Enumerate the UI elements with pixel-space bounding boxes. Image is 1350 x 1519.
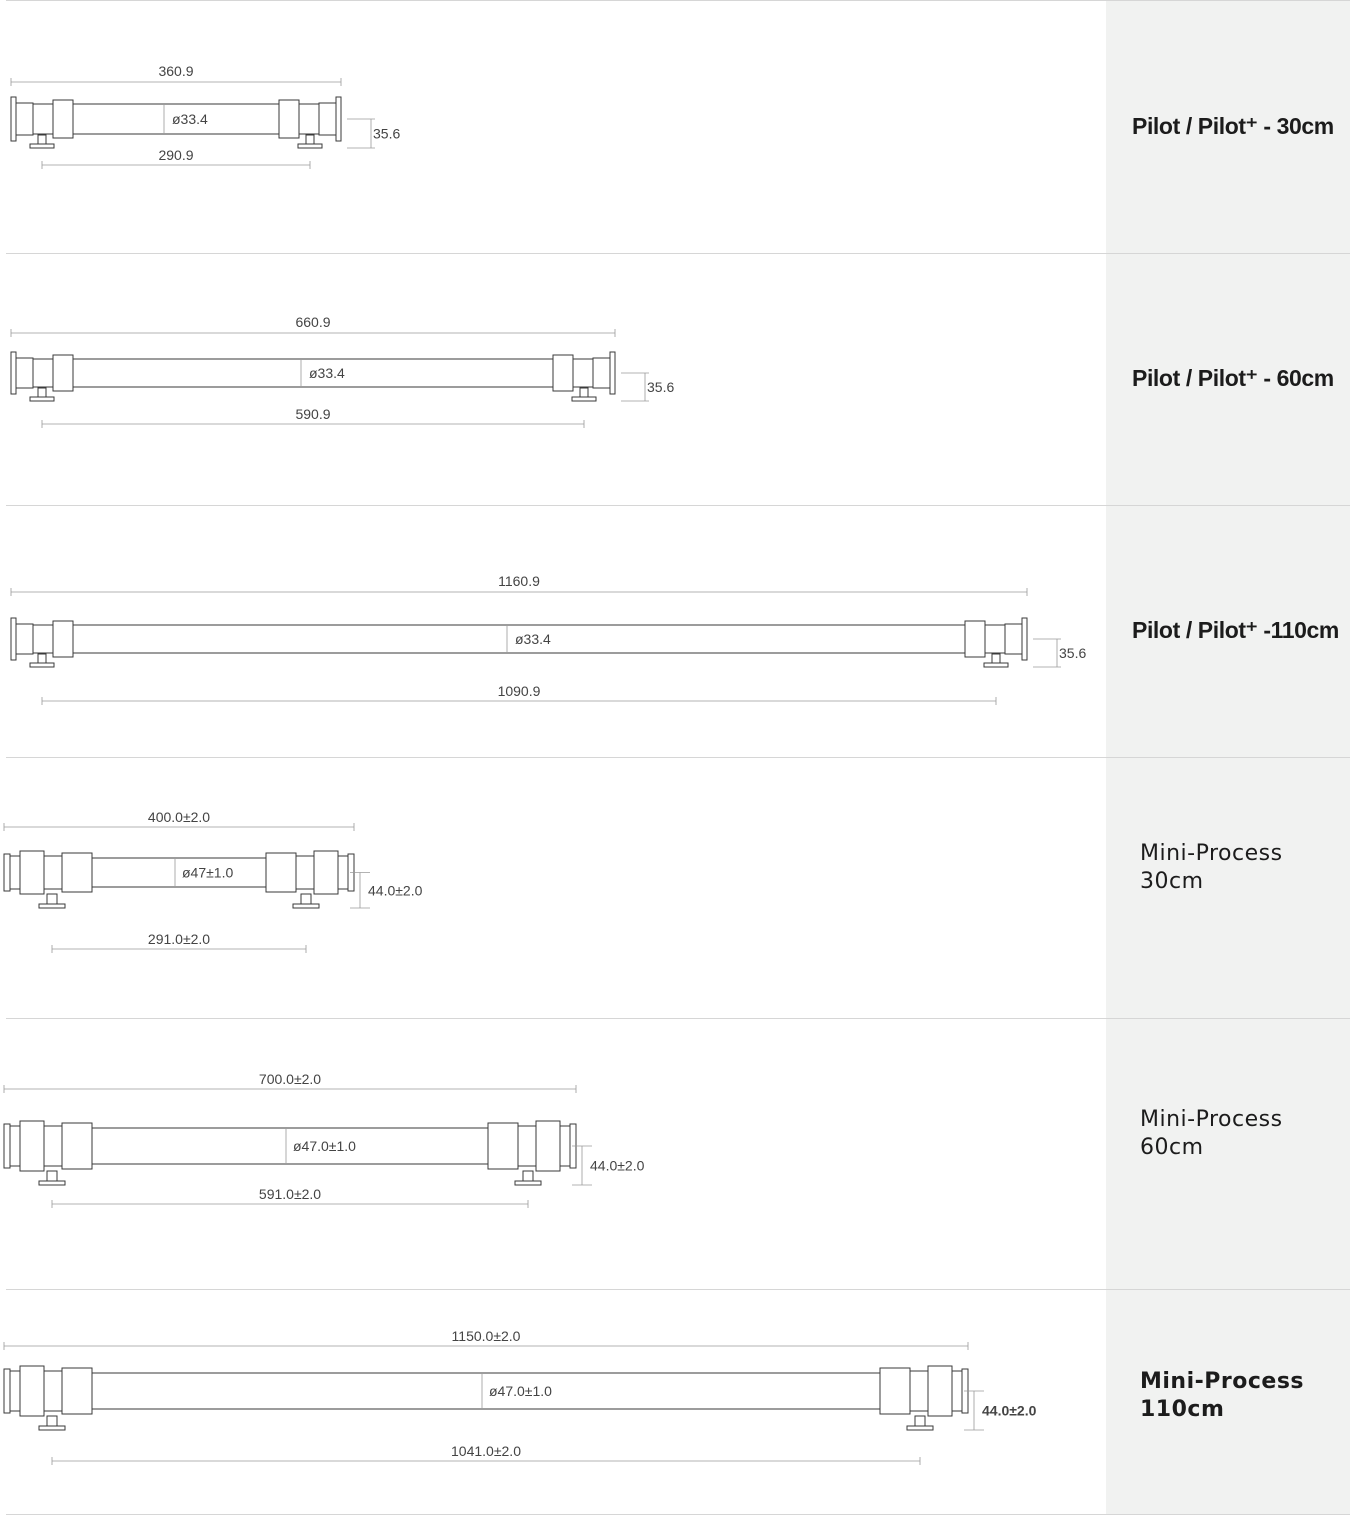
port-stem-left: [38, 388, 46, 397]
fitting-right: [1005, 624, 1022, 654]
height-label: 44.0±2.0: [590, 1157, 645, 1174]
model-name: [1140, 840, 1283, 896]
row-separator: [6, 1018, 1350, 1019]
model-name-line1: Mini-Process: [1140, 841, 1283, 866]
diameter-label: ø33.4: [172, 111, 208, 127]
sleeve-left: [62, 1368, 92, 1414]
height-label: 35.6: [1059, 645, 1087, 661]
fitting-right: [593, 358, 610, 388]
technical-drawing: [0, 254, 1106, 505]
row-separator: [6, 505, 1350, 506]
port-flange-right: [293, 904, 319, 908]
technical-drawing: [0, 506, 1106, 757]
nut-left-outer: [10, 1371, 20, 1411]
nut-right-outer: [338, 856, 348, 889]
sleeve-right: [965, 621, 985, 657]
overall-length-label: 400.0±2.0: [147, 809, 211, 825]
nut-left: [20, 851, 44, 894]
port-flange-right: [572, 397, 596, 401]
port-flange-left: [39, 904, 65, 908]
port-flange-left: [30, 397, 54, 401]
drawing-area: [0, 1019, 1106, 1289]
port-flange-right: [907, 1426, 933, 1430]
port-spacing-label: 291.0±2.0: [147, 931, 211, 947]
port-flange-left: [39, 1426, 65, 1430]
clamp-left: [4, 1369, 10, 1413]
collar-left: [44, 1371, 62, 1411]
sleeve-right: [488, 1123, 518, 1169]
height-label: 44.0±2.0: [982, 1402, 1037, 1419]
model-name: Pilot / Pilot⁺ -110cm: [1132, 617, 1339, 643]
spec-row-mini-30: [0, 758, 1350, 1018]
housing-tube: [92, 1128, 488, 1164]
port-stem-right: [992, 654, 1000, 663]
filter-module-drawing: [4, 1071, 645, 1208]
spec-row-mini-60: [0, 1019, 1350, 1289]
housing-tube: [92, 858, 266, 887]
flange-right: [610, 352, 615, 394]
nut-left: [20, 1366, 44, 1416]
port-stem-right: [580, 388, 588, 397]
port-stem-right: [523, 1171, 533, 1181]
model-label-cell: [1106, 1019, 1350, 1289]
collar-left: [44, 856, 62, 889]
port-stem-left: [47, 894, 57, 904]
model-name-line1: Mini-Process: [1140, 1369, 1305, 1394]
port-spacing-label: 290.9: [158, 147, 194, 163]
model-label-cell: [1106, 758, 1350, 1018]
fitting-right: [319, 103, 336, 135]
filter-module-drawing: [4, 1328, 1037, 1465]
port-flange-left: [30, 144, 54, 148]
model-name-line2: 110cm: [1140, 1397, 1225, 1422]
flange-right: [1022, 618, 1027, 660]
model-name: [1140, 1106, 1283, 1162]
flange-right: [336, 97, 341, 141]
collar-right: [296, 856, 314, 889]
height-label: 35.6: [373, 125, 401, 142]
filter-module-drawing: [4, 809, 423, 953]
port-spacing-label: 1090.9: [497, 683, 541, 699]
model-name: [1140, 1368, 1304, 1424]
port-stem-left: [38, 654, 46, 663]
drawing-area: [0, 254, 1106, 505]
port-flange-left: [39, 1181, 65, 1185]
overall-length-label: 360.9: [158, 63, 194, 79]
flange-left: [11, 618, 16, 660]
housing-tube: [92, 1373, 880, 1409]
flange-left: [11, 352, 16, 394]
nut-right: [928, 1366, 952, 1416]
filter-module-drawing: [11, 314, 674, 428]
sleeve-left: [62, 1123, 92, 1169]
sleeve-left: [53, 621, 73, 657]
diameter-label: ø33.4: [309, 365, 345, 381]
drawing-area: [0, 506, 1106, 757]
nut-left: [20, 1121, 44, 1171]
sleeve-right: [279, 100, 299, 138]
clamp-left: [4, 1124, 10, 1168]
collar-left: [44, 1126, 62, 1166]
sleeve-right: [553, 355, 573, 391]
model-name: Pilot / Pilot⁺ - 30cm: [1132, 113, 1334, 139]
filter-module-drawing: [11, 63, 400, 169]
port-flange-right: [515, 1181, 541, 1185]
port-spacing-label: 590.9: [295, 406, 331, 422]
model-name-line2: 30cm: [1140, 869, 1204, 894]
technical-drawing: [0, 0, 1106, 253]
port-stem-left: [38, 135, 46, 144]
port-flange-left: [30, 663, 54, 667]
model-label-cell: [1106, 254, 1350, 505]
spec-row-mini-110: [0, 1290, 1350, 1514]
collar-right: [518, 1126, 536, 1166]
diameter-label: ø47±1.0: [182, 864, 234, 881]
port-flange-right: [298, 144, 322, 148]
clamp-left: [4, 854, 10, 891]
model-label-cell: [1106, 0, 1350, 253]
overall-length-label: 1160.9: [498, 573, 540, 589]
port-stem-left: [47, 1171, 57, 1181]
technical-drawing: [0, 758, 1106, 1018]
row-separator: [6, 1289, 1350, 1290]
port-stem-left: [47, 1416, 57, 1426]
port-spacing-label: 1041.0±2.0: [451, 1443, 521, 1459]
sleeve-right: [266, 853, 296, 892]
overall-length-label: 700.0±2.0: [258, 1071, 322, 1087]
overall-length-label: 1150.0±2.0: [451, 1328, 521, 1344]
height-label: 44.0±2.0: [368, 882, 423, 899]
spec-row-pilot-30: [0, 0, 1350, 253]
spec-row-pilot-60: [0, 254, 1350, 505]
nut-right-outer: [952, 1371, 962, 1411]
drawing-area: [0, 1290, 1106, 1514]
flange-left: [11, 97, 16, 141]
row-separator: [6, 0, 1350, 1]
fitting-left: [16, 103, 33, 135]
nut-left-outer: [10, 1126, 20, 1166]
port-stem-right: [306, 135, 314, 144]
filter-module-drawing: [11, 573, 1086, 705]
row-separator: [6, 757, 1350, 758]
model-label-cell: [1106, 506, 1350, 757]
port-flange-right: [984, 663, 1008, 667]
port-stem-right: [301, 894, 311, 904]
collar-right: [910, 1371, 928, 1411]
nut-right-outer: [560, 1126, 570, 1166]
diameter-label: ø33.4: [515, 631, 551, 647]
port-stem-right: [915, 1416, 925, 1426]
spec-row-pilot-110: [0, 506, 1350, 757]
diameter-label: ø47.0±1.0: [293, 1138, 356, 1154]
sleeve-left: [53, 355, 73, 391]
port-spacing-label: 591.0±2.0: [258, 1186, 322, 1202]
sleeve-left: [62, 853, 92, 892]
sleeve-right: [880, 1368, 910, 1414]
model-label-cell: [1106, 1290, 1350, 1514]
diameter-label: ø47.0±1.0: [489, 1383, 552, 1399]
height-label: 35.6: [647, 379, 675, 395]
nut-right: [536, 1121, 560, 1171]
drawing-area: [0, 0, 1106, 253]
model-name: Pilot / Pilot⁺ - 60cm: [1132, 365, 1334, 391]
drawing-area: [0, 758, 1106, 1018]
sleeve-left: [53, 100, 73, 138]
overall-length-label: 660.9: [295, 314, 331, 330]
technical-drawing: [0, 1290, 1106, 1514]
model-name-line2: 60cm: [1140, 1135, 1204, 1160]
row-separator: [6, 253, 1350, 254]
nut-right: [314, 851, 338, 894]
fitting-left: [16, 624, 33, 654]
fitting-left: [16, 358, 33, 388]
row-separator: [6, 1514, 1350, 1515]
technical-drawing: [0, 1019, 1106, 1289]
model-name-line1: Mini-Process: [1140, 1107, 1283, 1132]
nut-left-outer: [10, 856, 20, 889]
